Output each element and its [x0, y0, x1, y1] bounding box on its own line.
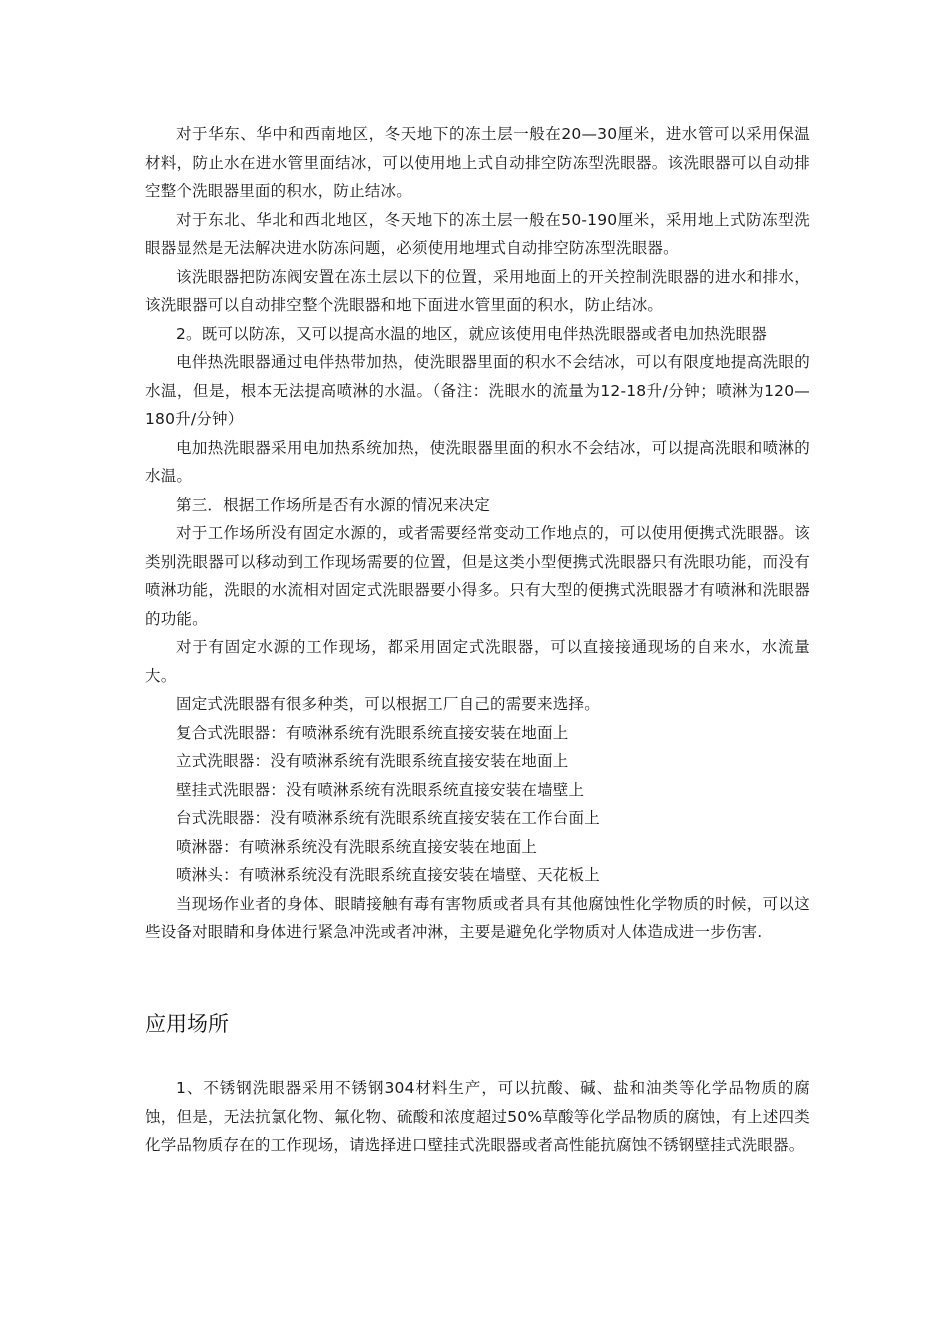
paragraph-fixed-types: 固定式洗眼器有很多种类，可以根据工厂自己的需要来选择。 [176, 695, 600, 713]
list-item-shower: 喷淋器：有喷淋系统没有洗眼系统直接安装在地面上 [176, 837, 538, 856]
paragraph-electric-heating: 电加热洗眼器采用电加热系统加热，使洗眼器里面的积水不会结冰，可以提高洗眼和喷淋的水温。 [145, 438, 810, 485]
paragraph-portable-eyewash: 对于工作场所没有固定水源的，或者需要经常变动工作地点的，可以使用便携式洗眼器。该类别洗眼器可以移动到工作现场需要的位置，但是这类小型便携式洗眼器只有洗眼功能，而没有喷淋功能，洗眼的水流相对固定式洗眼器要小得多。只有大型的便携式洗眼器才有喷淋和洗眼器的功能。 [145, 524, 810, 628]
body-text [145, 120, 810, 947]
paragraph-east-central-southwest: 对于华东、华中和西南地区，冬天地下的冻土层一般在20—30厘米，进水管可以采用保温材料，防止水在进水管里面结冰，可以使用地上式自动排空防冻型洗眼器。该洗眼器可以自动排空整个洗眼器里面的积水，防止结冰。 [145, 125, 810, 200]
paragraph-stainless-steel: 1、不锈钢洗眼器采用不锈钢304材料生产，可以抗酸、碱、盐和油类等化学品物质的腐蚀，但是，无法抗氯化物、氟化物、硫酸和浓度超过50%草酸等化学品物质的腐蚀，有上述四类化学品物质存在的工作现场，请选择进口壁挂式洗眼器或者高性能抗腐蚀不锈钢壁挂式洗眼器。 [145, 1079, 810, 1154]
list-item-shower-head: 喷淋头：有喷淋系统没有洗眼系统直接安装在墙壁、天花板上 [176, 866, 600, 884]
paragraph-heating-regions: 2。既可以防冻，又可以提高水温的地区，就应该使用电伴热洗眼器或者电加热洗眼器 [176, 324, 767, 343]
list-item-wall-mounted: 壁挂式洗眼器：没有喷淋系统有洗眼系统直接安装在墙壁上 [176, 780, 585, 799]
list-item-desktop: 台式洗眼器：没有喷淋系统有洗眼系统直接安装在工作台面上 [176, 809, 600, 827]
paragraph-antifreeze-valve: 该洗眼器把防冻阀安置在冻土层以下的位置，采用地面上的开关控制洗眼器的进水和排水，该洗眼器可以自动排空整个洗眼器和地下面进水管里面的积水，防止结冰。 [145, 267, 810, 314]
section-body [145, 1074, 810, 1160]
section-heading: 应用场所 [145, 1012, 229, 1036]
paragraph-northeast-north-northwest: 对于东北、华北和西北地区，冬天地下的冻土层一般在50-190厘米，采用地上式防冻型洗眼器显然是无法解决进水防冻问题，必须使用地埋式自动排空防冻型洗眼器。 [145, 210, 810, 257]
paragraph-emergency-use: 当现场作业者的身体、眼睛接触有毒有害物质或者具有其他腐蚀性化学物质的时候，可以这些设备对眼睛和身体进行紧急冲洗或者冲淋，主要是避免化学物质对人体造成进一步伤害. [145, 894, 810, 941]
list-item-vertical: 立式洗眼器：没有喷淋系统有洗眼系统直接安装在地面上 [176, 752, 569, 770]
list-item-composite: 复合式洗眼器：有喷淋系统有洗眼系统直接安装在地面上 [176, 723, 569, 742]
paragraph-third-water-source: 第三．根据工作场所是否有水源的情况来决定 [176, 495, 491, 514]
paragraph-fixed-eyewash: 对于有固定水源的工作现场，都采用固定式洗眼器，可以直接接通现场的自来水，水流量大。 [145, 638, 810, 685]
paragraph-electric-tracing: 电伴热洗眼器通过电伴热带加热，使洗眼器里面的积水不会结冰，可以有限度地提高洗眼的水温，但是，根本无法提高喷淋的水温。（备注：洗眼水的流量为12-18升/分钟；喷淋为120—180升/分钟） [145, 353, 810, 428]
